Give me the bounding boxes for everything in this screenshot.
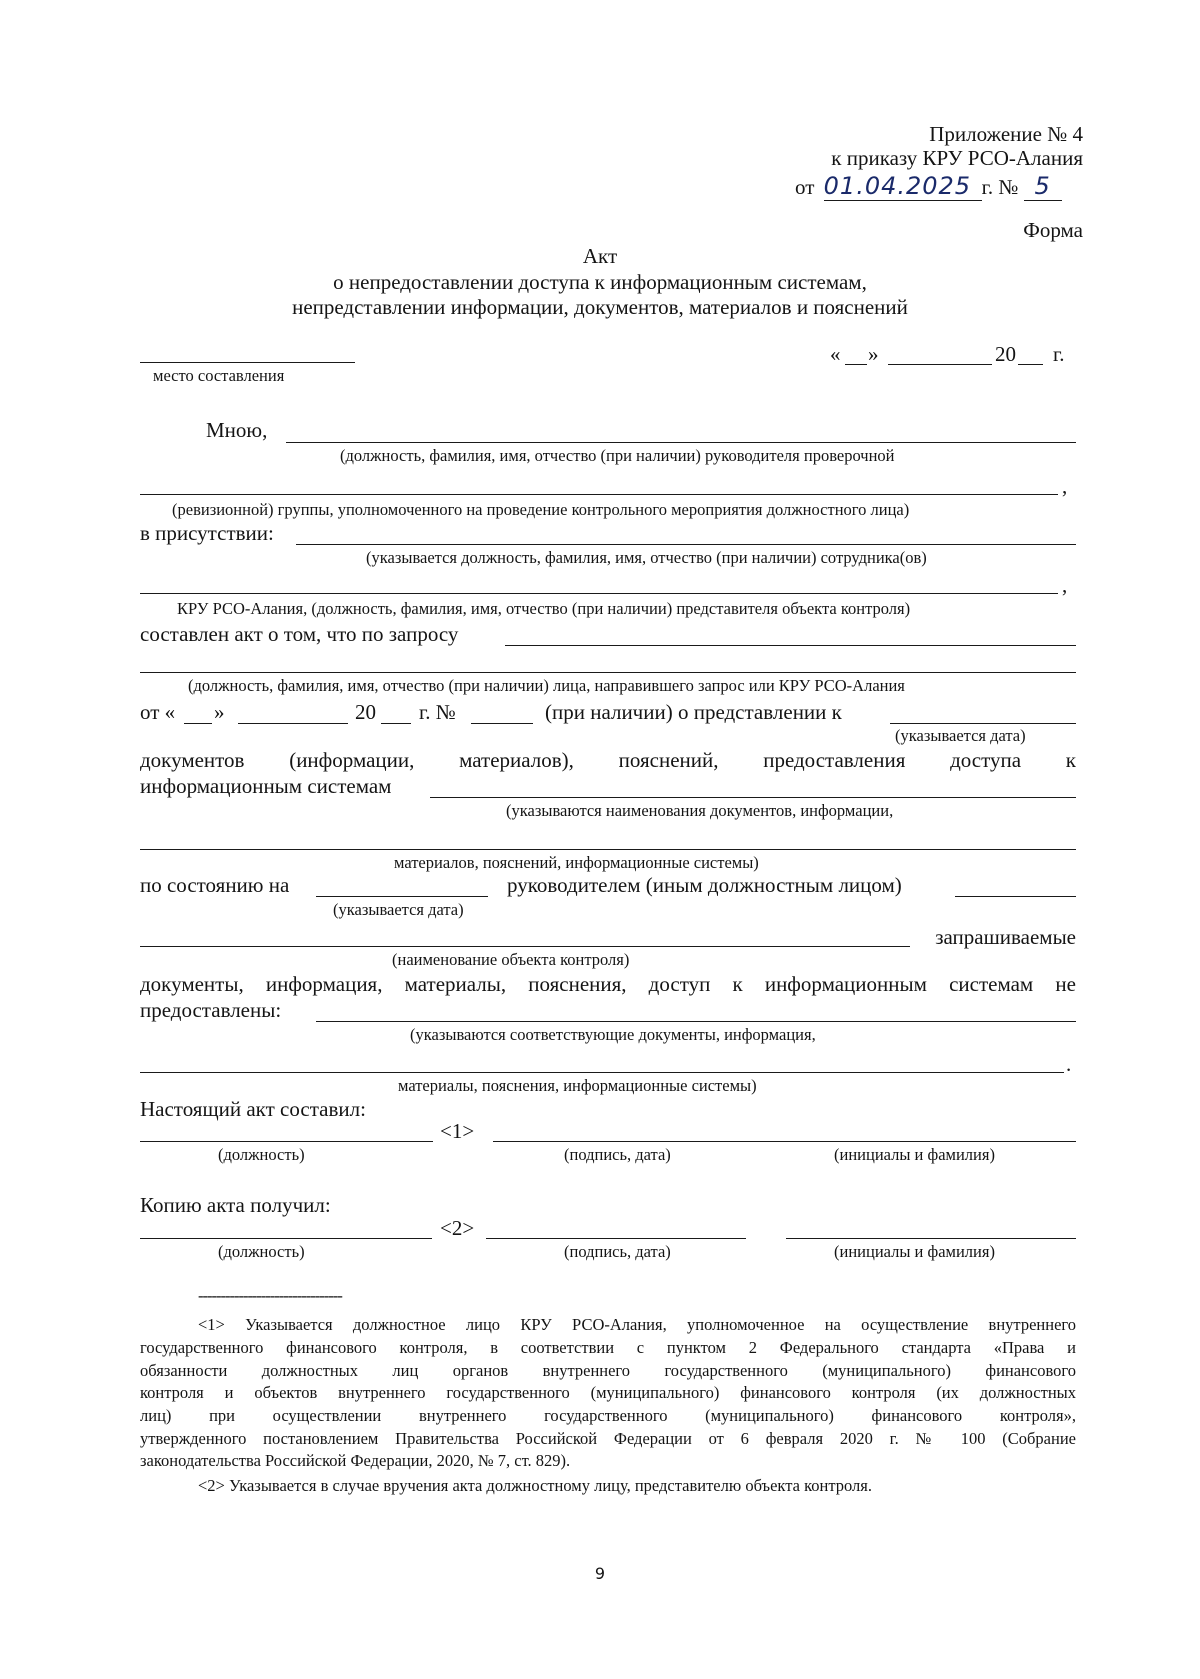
request-month-blank xyxy=(238,723,348,724)
caption-signature-2: (подпись, дата) xyxy=(564,1242,671,1261)
caption-date-2: (указывается дата) xyxy=(333,900,464,919)
docs-blank xyxy=(430,797,1076,798)
footnote-1-line: утвержденного постановлением Правительства Российской Федерации от 6 февраля 2020 г. № 100 (Собрание xyxy=(140,1428,1076,1448)
caption-requester: (должность, фамилия, имя, отчество (при наличии) лица, направившего запрос или КРУ РСО-Алания xyxy=(188,676,905,695)
footnote-2: <2> Указывается в случае вручения акта должностному лицу, представителю объекта контроля. xyxy=(198,1476,872,1495)
order-date-prefix: от xyxy=(795,175,815,199)
documents-line xyxy=(140,748,1076,773)
caption-head-1: (должность, фамилия, имя, отчество (при наличии) руководителя проверочной xyxy=(340,446,895,465)
date-year-blank xyxy=(1018,364,1043,365)
order-reference: к приказу КРУ РСО-Алания xyxy=(831,146,1083,170)
footnote-1 xyxy=(140,1314,1076,1337)
footnote-1-line: <1> Указывается должностное лицо КРУ РСО-Алания, уполномоченное на осуществление внутреннего xyxy=(198,1315,1076,1334)
footnote-1-line: обязанности должностных лиц органов внутреннего государственного (муниципального) финансового xyxy=(140,1360,1076,1380)
order-number-label: г. № xyxy=(981,175,1019,199)
word: предоставления xyxy=(763,748,906,772)
caption-head-2: (ревизионной) группы, уполномоченного на проведение контрольного мероприятия должностного лица) xyxy=(172,500,910,519)
request-number-blank xyxy=(471,723,533,724)
not-provided-label: предоставлены: xyxy=(140,998,282,1022)
receiver-sign-blank xyxy=(486,1238,746,1239)
date-year-prefix: 20 xyxy=(995,342,1016,366)
caption-staff: (указывается должность, фамилия, имя, отчество (при наличии) сотрудника(ов) xyxy=(366,548,927,567)
if-any-text: (при наличии) о представлении к xyxy=(545,700,842,724)
receiver-name-blank xyxy=(786,1238,1076,1239)
caption-relevant: (указываются соответствующие документы, информация, xyxy=(410,1025,816,1044)
word: не xyxy=(1055,972,1076,996)
word: пояснения, xyxy=(528,972,627,996)
word: к xyxy=(732,972,743,996)
presence-blank-2 xyxy=(140,593,1058,594)
ref-1: <1> xyxy=(440,1119,475,1143)
compiled-by-label: Настоящий акт составил: xyxy=(140,1097,366,1121)
act-compiled-text: составлен акт о том, что по запросу xyxy=(140,622,459,646)
caption-position-2: (должность) xyxy=(218,1242,305,1261)
title-act: Акт xyxy=(582,244,618,268)
word: пояснений, xyxy=(618,748,719,772)
handwritten-date: 01.04.2025 xyxy=(824,172,982,201)
caption-relevant-2: материалы, пояснения, информационные системы) xyxy=(398,1076,757,1095)
presence-blank xyxy=(296,544,1076,545)
footnote-1-line: контроля и объектов внутреннего государственного (муниципального) финансового контроля (их должностных xyxy=(140,1383,1076,1403)
word: доступа xyxy=(950,748,1022,772)
requested-word: запрашиваемые xyxy=(935,925,1076,949)
date-year-suffix: г. xyxy=(1053,342,1065,366)
word: системам xyxy=(949,972,1034,996)
ref-2: <2> xyxy=(440,1216,475,1240)
caption-signature-1: (подпись, дата) xyxy=(564,1145,671,1164)
documents-line-2 xyxy=(140,972,1076,997)
info-systems-label: информационным системам xyxy=(140,774,392,798)
deadline-blank xyxy=(890,723,1076,724)
caption-docs: (указываются наименования документов, информации, xyxy=(506,801,894,820)
comma-1: , xyxy=(1062,474,1068,498)
by-head-text: руководителем (иным должностным лицом) xyxy=(507,873,902,897)
caption-initials-1: (инициалы и фамилия) xyxy=(834,1145,995,1164)
word: информация, xyxy=(265,972,383,996)
title-line-3: непредставлении информации, документов, материалов и пояснений xyxy=(292,295,908,319)
period: . xyxy=(1066,1052,1072,1076)
copy-received-label: Копию акта получил: xyxy=(140,1193,331,1217)
caption-object: (наименование объекта контроля) xyxy=(392,950,630,969)
request-year-prefix: 20 xyxy=(355,700,376,724)
head-blank-2 xyxy=(140,494,1058,495)
docs-blank-2 xyxy=(140,849,1076,850)
word: материалов), xyxy=(459,748,574,772)
date-day-blank xyxy=(845,364,867,365)
compiler-position-blank xyxy=(140,1141,433,1142)
object-blank xyxy=(140,946,910,947)
footnote-1-line: государственного финансового контроля, в соответствии с пунктом 2 Федерального стандарта «Права и xyxy=(140,1338,1076,1357)
request-blank xyxy=(505,645,1076,646)
request-year-blank xyxy=(381,723,411,724)
footnote-1-last-line: законодательства Российской Федерации, 2020, № 7, ст. 829). xyxy=(140,1451,571,1470)
in-presence-label: в присутствии: xyxy=(140,521,274,545)
request-day-blank xyxy=(184,723,212,724)
date-close-quote: » xyxy=(868,342,879,366)
word: доступ xyxy=(648,972,711,996)
date-month-blank xyxy=(888,364,992,365)
appendix-label: Приложение № 4 xyxy=(929,122,1083,146)
word: к xyxy=(1065,748,1076,772)
form-label: Форма xyxy=(1023,218,1083,242)
footnote-1-cont xyxy=(140,1337,1076,1451)
footnote-1-line: лиц) при осуществлении внутреннего государственного (муниципального) финансового контроля», xyxy=(140,1406,1076,1426)
request-blank-2 xyxy=(140,672,1076,673)
place-caption: место составления xyxy=(153,366,285,385)
from-q-open: от « xyxy=(140,700,176,724)
page-number: 9 xyxy=(594,1564,606,1583)
request-number-label: г. № xyxy=(419,700,456,724)
caption-date-1: (указывается дата) xyxy=(895,726,1026,745)
handwritten-number: 5 xyxy=(1024,172,1062,201)
word: информационным xyxy=(764,972,927,996)
compiler-sign-blank xyxy=(493,1141,1076,1142)
as-of-label: по состоянию на xyxy=(140,873,290,897)
not-provided-blank-2 xyxy=(140,1072,1064,1073)
word: документов xyxy=(140,748,245,772)
title-line-2: о непредоставлении доступа к информационным системам, xyxy=(333,270,867,294)
place-blank xyxy=(140,362,355,363)
caption-docs-2: материалов, пояснений, информационные системы) xyxy=(394,853,759,872)
caption-rep: КРУ РСО-Алания, (должность, фамилия, имя, отчество (при наличии) представителя объекта контроля) xyxy=(177,599,911,618)
word: материалы, xyxy=(404,972,507,996)
caption-initials-2: (инициалы и фамилия) xyxy=(834,1242,995,1261)
as-of-date-blank xyxy=(316,896,488,897)
date-open-quote: « xyxy=(830,342,841,366)
from-q-close: » xyxy=(214,700,225,724)
order-date-line xyxy=(795,172,1062,201)
word: документы, xyxy=(140,972,244,996)
comma-2: , xyxy=(1062,573,1068,597)
word: (информации, xyxy=(289,748,415,772)
receiver-position-blank xyxy=(140,1238,432,1239)
by-me-label: Мною, xyxy=(206,418,268,442)
head-name-blank xyxy=(955,896,1076,897)
footnote-separator: -------------------------------- xyxy=(198,1286,342,1305)
caption-position-1: (должность) xyxy=(218,1145,305,1164)
not-provided-blank xyxy=(316,1021,1076,1022)
head-blank xyxy=(286,442,1076,443)
